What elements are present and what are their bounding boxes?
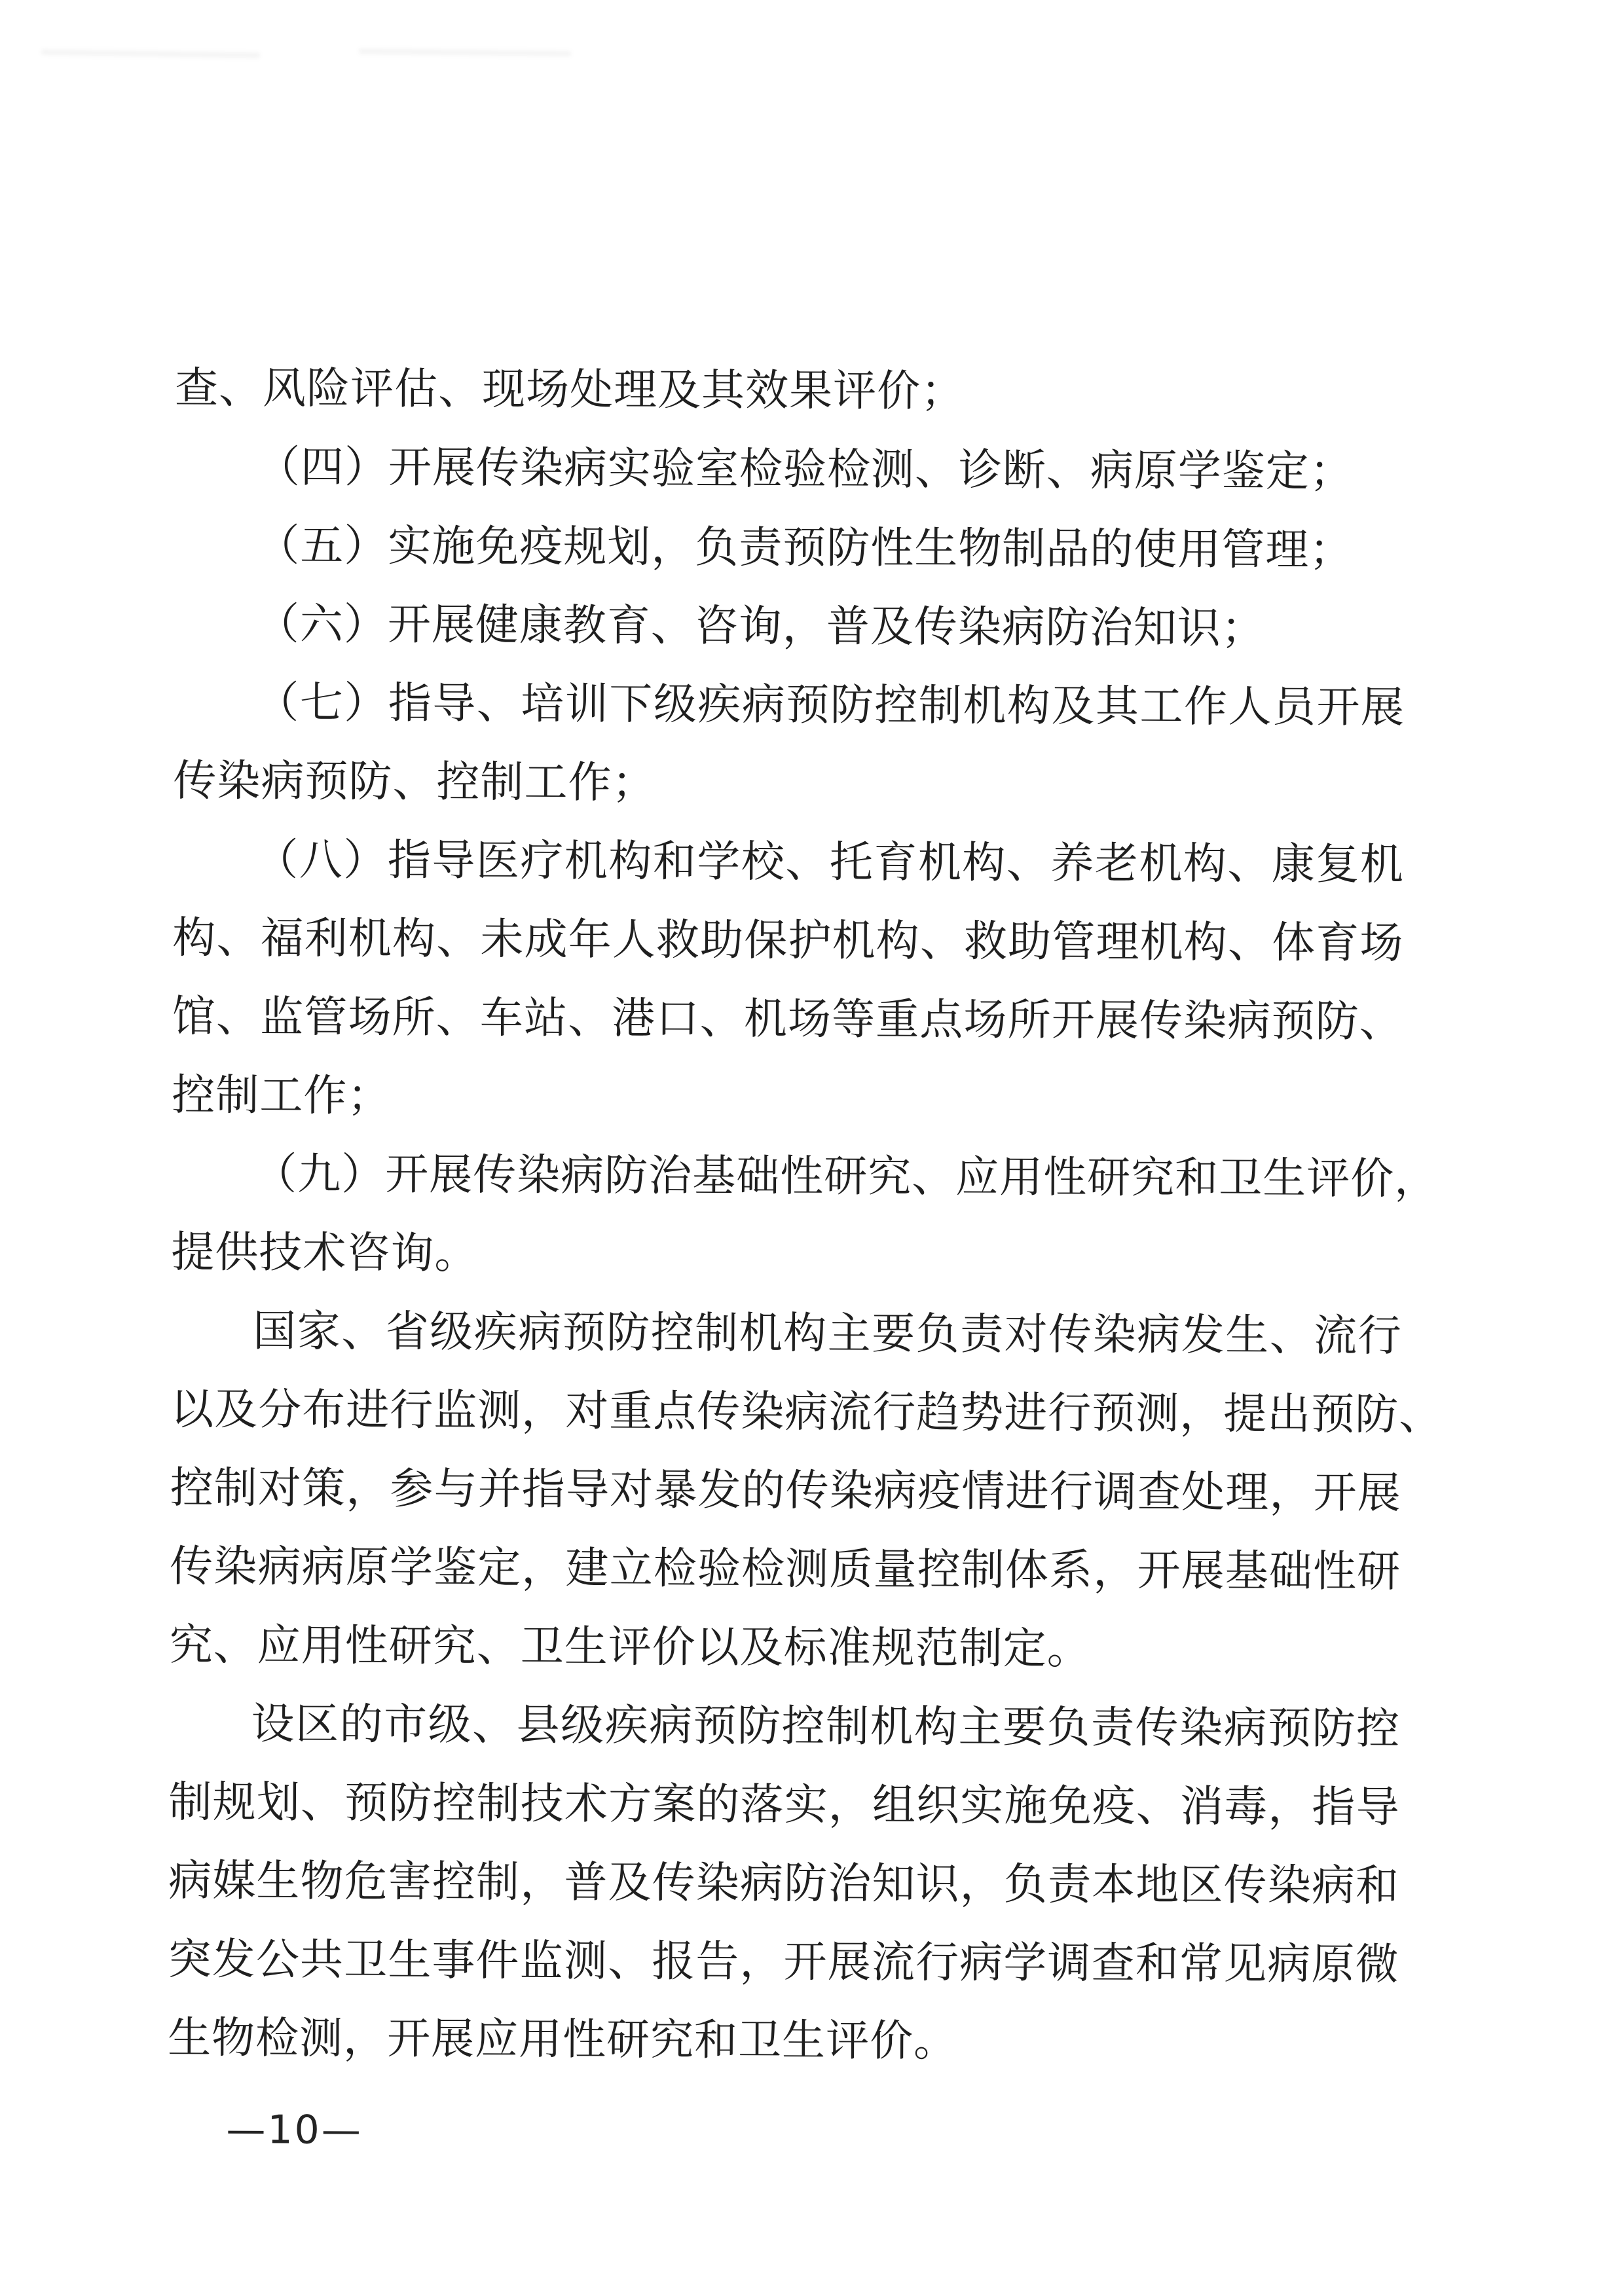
document-line: （八）指导医疗机构和学校、托育机构、养老机构、康复机 <box>255 834 1405 890</box>
document-line: 设区的市级、县级疾病预防控制机构主要负责传染病预防控 <box>251 1698 1401 1754</box>
document-line: 突发公共卫生事件监测、报告，开展流行病学调查和常见病原微 <box>168 1933 1399 1990</box>
document-line: （七）指导、培训下级疾病预防控制机构及其工作人员开展 <box>255 677 1405 733</box>
document-body <box>167 349 1443 2083</box>
document-line: 查、风险评估、现场处理及其效果评价； <box>174 362 965 417</box>
document-line: 制规划、预防控制技术方案的落实，组织实施免疫、消毒，指导 <box>168 1776 1400 1832</box>
document-line: 以及分布进行监测，对重点传染病流行趋势进行预测，提出预防、 <box>170 1383 1443 1440</box>
document-line: 控制工作； <box>172 1069 392 1121</box>
document-line: 国家、省级疾病预防控制机构主要负责对传染病发生、流行 <box>252 1305 1402 1361</box>
document-line: 控制对策，参与并指导对暴发的传染病疫情进行调查处理，开展 <box>170 1462 1401 1518</box>
document-line: 馆、监管场所、车站、港口、机场等重点场所开展传染病预防、 <box>172 991 1404 1047</box>
document-line: 提供技术咨询。 <box>171 1226 479 1279</box>
page-number: —10— <box>226 2107 363 2154</box>
document-line: 病媒生物危害控制，普及传染病防治知识，负责本地区传染病和 <box>168 1855 1400 1911</box>
document-line: 传染病预防、控制工作； <box>173 755 656 808</box>
scan-smudge <box>41 49 260 58</box>
document-line: （五）实施免疫规划，负责预防性生物制品的使用管理； <box>256 520 1354 575</box>
document-line: 传染病病原学鉴定，建立检验检测质量控制体系，开展基础性研 <box>170 1540 1401 1597</box>
document-line: （六）开展健康教育、咨询，普及传染病防治知识； <box>255 598 1266 654</box>
document-line: 究、应用性研究、卫生评价以及标准规范制定。 <box>169 1619 1091 1674</box>
scan-smudge <box>358 48 571 57</box>
document-line: 生物检测，开展应用性研究和卫生评价。 <box>167 2012 958 2066</box>
document-line: 构、福利机构、未成年人救助保护机构、救助管理机构、体育场 <box>172 912 1404 968</box>
document-line: （四）开展传染病实验室检验检测、诊断、病原学鉴定； <box>256 441 1354 497</box>
document-line: （九）开展传染病防治基础性研究、应用性研究和卫生评价， <box>253 1148 1439 1205</box>
